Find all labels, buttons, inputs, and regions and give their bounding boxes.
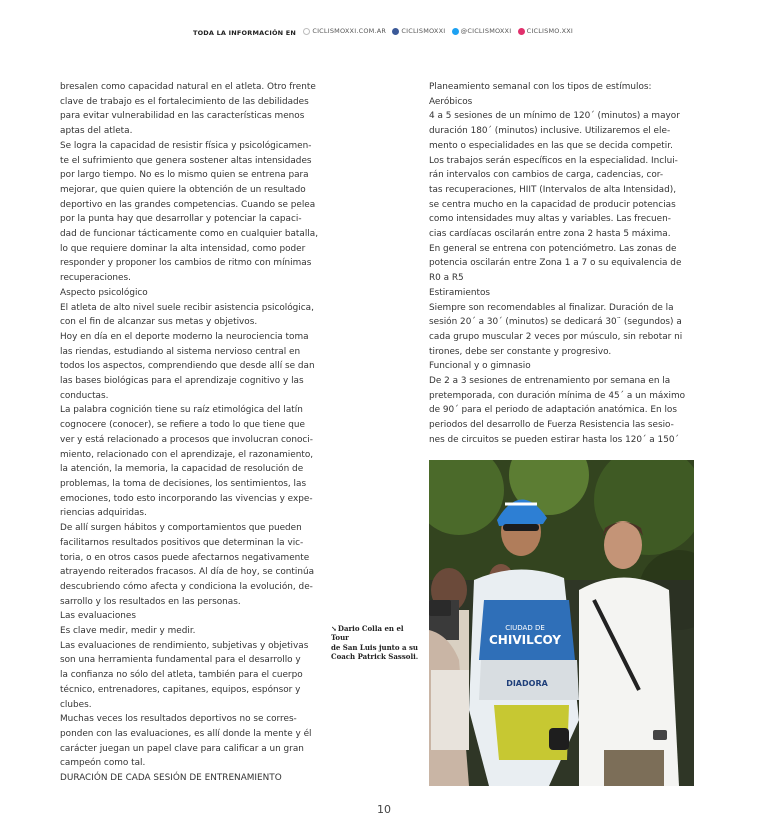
text-line: por largo tiempo. No es lo mismo quien se entrena para bbox=[60, 170, 309, 181]
text-line: clave de trabajo es el fortalecimiento de las debilidades bbox=[60, 96, 309, 107]
text-line: De 2 a 3 sesiones de entrenamiento por semana en la bbox=[429, 376, 671, 387]
text-line: riencias adquiridas. bbox=[60, 508, 147, 519]
text-line: tas recuperaciones, HIIT (Intervalos de alta Intensidad), bbox=[429, 184, 677, 195]
text-line: ver y está relacionado a procesos que involucran conoci- bbox=[60, 434, 313, 445]
text-line: Muchas veces los resultados deportivos no se corres- bbox=[60, 714, 297, 725]
text-line: las bases biológicas para el aprendizaje cognitivo y las bbox=[60, 376, 304, 387]
text-line: técnico, entrenadores, capitanes, equipos, espónsor y bbox=[60, 684, 301, 695]
caption-line: de San Luis junto a su bbox=[331, 642, 419, 652]
jersey-text-1: CIUDAD DE bbox=[505, 624, 545, 632]
text-line: La palabra cognición tiene su raíz etimológica del latín bbox=[60, 405, 303, 416]
right-column bbox=[429, 80, 697, 448]
header-link-twitter-text: @CICLISMOXXI bbox=[460, 27, 512, 35]
jersey-text-2: CHIVILCOY bbox=[489, 633, 561, 647]
photo-caption bbox=[331, 624, 423, 662]
text-line: mejorar, que quien quiere la obtención de un resultado bbox=[60, 184, 306, 195]
text-line: bresalen como capacidad natural en el atleta. Otro frente bbox=[60, 82, 316, 92]
section-heading: Las evaluaciones bbox=[60, 611, 136, 622]
text-line: Es clave medir, medir y medir. bbox=[60, 626, 196, 637]
photo-illustration bbox=[429, 460, 694, 786]
text-line: pretemporada, con duración mínima de 45´ a un máximo bbox=[429, 390, 686, 401]
text-line: 4 a 5 sesiones de un mínimo de 120´ (minutos) a mayor bbox=[429, 111, 680, 122]
instagram-icon bbox=[518, 28, 525, 35]
text-line: R0 a R5 bbox=[429, 273, 464, 284]
text-line: ponden con las evaluaciones, es allí donde la mente y él bbox=[60, 728, 312, 739]
text-line: periodos del desarrollo de Fuerza Resistencia las sesio- bbox=[429, 420, 674, 431]
jersey-text-3: DIADORA bbox=[506, 679, 548, 688]
text-line: carácter juegan un papel clave para calificar a un gran bbox=[60, 743, 304, 754]
text-line: facilitarnos resultados positivos que determinan la vic- bbox=[60, 537, 304, 548]
text-line: Las evaluaciones de rendimiento, subjetivas y objetivas bbox=[60, 640, 309, 651]
header-link-web[interactable] bbox=[303, 27, 386, 35]
text-line: Los trabajos serán específicos en la especialidad. Inclui- bbox=[429, 155, 678, 166]
twitter-icon bbox=[452, 28, 459, 35]
header-link-instagram[interactable] bbox=[518, 27, 573, 35]
text-line: sesión 20´ a 30´ (minutos) se dedicará 30¨ (segundos) a bbox=[429, 317, 682, 328]
text-line: El atleta de alto nivel suele recibir asistencia psicológica, bbox=[60, 302, 314, 313]
text-line: la confianza no sólo del atleta, también para el cuerpo bbox=[60, 670, 303, 681]
text-line: son una herramienta fundamental para el desarrollo y bbox=[60, 655, 301, 666]
text-line: duración 180´ (minutos) inclusive. Utilizaremos el ele- bbox=[429, 126, 671, 137]
text-line: conductas. bbox=[60, 390, 109, 401]
text-line: De allí surgen hábitos y comportamientos que pueden bbox=[60, 523, 302, 534]
text-line: problemas, la toma de decisiones, los sentimientos, las bbox=[60, 478, 307, 489]
text-line: clubes. bbox=[60, 699, 92, 710]
caption-line: Dario Colla en el Tour bbox=[331, 624, 404, 643]
text-line: de 90´ para el periodo de adaptación anatómica. En los bbox=[429, 405, 677, 416]
text-line: se centra mucho en la capacidad de producir potencias bbox=[429, 199, 676, 210]
text-line: En general se entrena con potenciómetro. Las zonas de bbox=[429, 243, 677, 254]
section-heading: Estiramientos bbox=[429, 287, 490, 298]
section-heading: Funcional y o gimnasio bbox=[429, 361, 531, 372]
header-link-facebook[interactable] bbox=[392, 27, 445, 35]
text-line: cognocere (conocer), se refiere a todo lo que tiene que bbox=[60, 420, 305, 431]
text-line: potencia oscilarán entre Zona 1 a 7 o su equivalencia de bbox=[429, 258, 682, 269]
header-lead: TODA LA INFORMACIÓN EN bbox=[192, 28, 297, 37]
header-link-facebook-text: CICLISMOXXI bbox=[401, 27, 446, 35]
text-line: cada grupo muscular 2 veces por músculo, sin rebotar ni bbox=[429, 331, 683, 342]
section-heading: DURACIÓN DE CADA SESIÓN DE ENTRENAMIENTO bbox=[60, 773, 282, 784]
header-strip bbox=[0, 27, 768, 37]
text-line: todos los aspectos, comprendiendo que desde allí se dan bbox=[60, 361, 315, 372]
caption-line: Coach Patrick Sassoli. bbox=[331, 652, 419, 662]
text-line: atrayendo reiterados fracasos. Al día de hoy, se continúa bbox=[60, 567, 315, 578]
text-line: aptas del atleta. bbox=[60, 126, 133, 137]
cyclist-photo bbox=[429, 460, 694, 786]
page-number: 10 bbox=[377, 803, 391, 816]
text-line: para evitar vulnerabilidad en las características menos bbox=[60, 111, 305, 122]
text-line: miento, relacionado con el aprendizaje, el razonamiento, bbox=[60, 449, 314, 460]
text-line: las riendas, estudiando al sistema nervioso central en bbox=[60, 346, 301, 357]
header-link-twitter[interactable] bbox=[452, 27, 512, 35]
text-line: dad de funcionar tácticamente como en cualquier batalla, bbox=[60, 229, 319, 240]
text-line: tirones, debe ser constante y progresivo. bbox=[429, 346, 612, 357]
text-line: emociones, todo esto incorporando las vivencias y expe- bbox=[60, 493, 313, 504]
text-line: Planeamiento semanal con los tipos de estímulos: bbox=[429, 82, 652, 92]
section-heading: Aeróbicos bbox=[429, 96, 473, 107]
text-line: deportivo en las grandes competencias. Cuando se pelea bbox=[60, 199, 316, 210]
text-line: descubriendo cómo afecta y condiciona la evolución, de- bbox=[60, 581, 313, 592]
header-link-instagram-text: CICLISMO.XXI bbox=[526, 27, 574, 35]
text-line: rán intervalos con cambios de carga, cadencias, cor- bbox=[429, 170, 664, 181]
section-heading: Aspecto psicológico bbox=[60, 287, 148, 298]
left-column bbox=[60, 80, 325, 786]
text-line: toria, o en otros casos puede afectarnos negativamente bbox=[60, 552, 310, 563]
text-line: sarrollo y los resultados en las personas. bbox=[60, 596, 241, 607]
text-line: por la punta hay que desarrollar y potenciar la capaci- bbox=[60, 214, 302, 225]
text-line: responder y proponer los cambios de ritmo con mínimas bbox=[60, 258, 312, 269]
text-line: Hoy en día en el deporte moderno la neurociencia toma bbox=[60, 331, 309, 342]
text-line: campeón como tal. bbox=[60, 758, 146, 769]
text-line: nes de circuitos se pueden estirar hasta los 120´ a 150´ bbox=[429, 434, 679, 445]
text-line: Se logra la capacidad de resistir física y psicológicamen- bbox=[60, 140, 312, 151]
globe-icon bbox=[303, 28, 310, 35]
text-line: Siempre son recomendables al finalizar. Duración de la bbox=[429, 302, 674, 313]
text-line: te el sufrimiento que genera sostener altas intensidades bbox=[60, 155, 312, 166]
text-line: recuperaciones. bbox=[60, 273, 131, 284]
arrow-down-right-icon: ↘ bbox=[331, 624, 337, 633]
text-line: lo que requiere dominar la alta intensidad, como poder bbox=[60, 243, 306, 254]
text-line: mento o especialidades en las que se decida competir. bbox=[429, 140, 673, 151]
text-line: como intensidades muy altas y variables. Las frecuen- bbox=[429, 214, 671, 225]
text-line: con el fin de alcanzar sus metas y objetivos. bbox=[60, 317, 258, 328]
header-link-web-text: CICLISMOXXI.COM.AR bbox=[312, 27, 387, 35]
text-line: cias cardíacas oscilarán entre zona 2 hasta 5 máxima. bbox=[429, 229, 671, 240]
text-line: la atención, la memoria, la capacidad de resolución de bbox=[60, 464, 304, 475]
facebook-icon bbox=[392, 28, 399, 35]
